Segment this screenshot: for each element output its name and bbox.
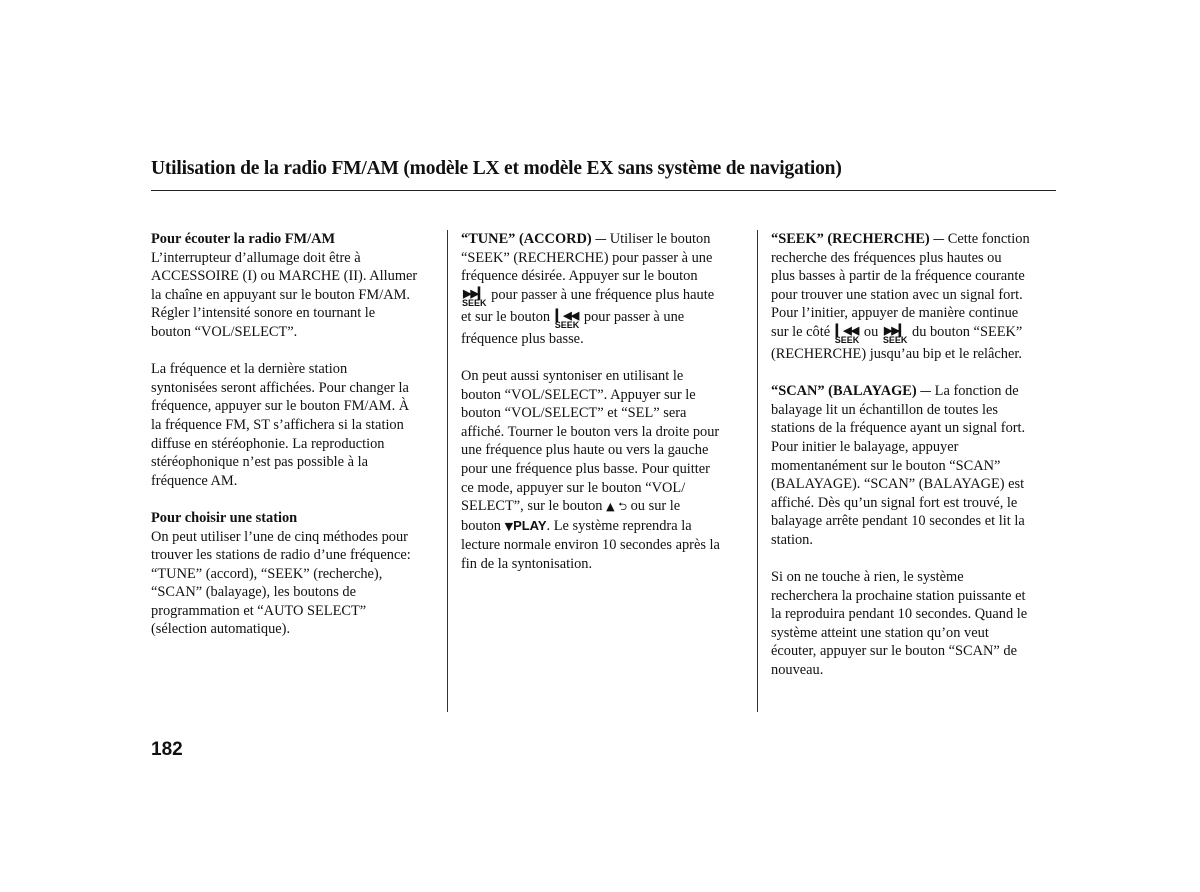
heading-choose-station: Pour choisir une station (151, 509, 298, 526)
text-line: pour passer à une (583, 308, 685, 325)
em-dash: — (932, 232, 945, 246)
text-line: “SEEK” (RECHERCHE) pour passer à une (461, 249, 713, 266)
text-line: la fréquence FM, ST s’affichera si la station (151, 416, 404, 433)
paragraph-tune (461, 230, 753, 348)
text-line: bouton (461, 517, 501, 534)
paragraph-seek (771, 230, 1063, 364)
text-line: Pour l’initier, appuyer de manière continue (771, 305, 1019, 322)
text-line: “SCAN” (balayage), les boutons de (151, 584, 357, 601)
text-line: du bouton “SEEK” (912, 323, 1023, 340)
text-line: pour une fréquence plus basse. Pour quitter (461, 460, 710, 477)
column-listening (151, 230, 443, 639)
seek-down-icon: ▎◀◀ SEEK (834, 324, 860, 345)
text-line: bouton “VOL/SELECT”. Appuyer sur le (461, 386, 696, 403)
up-arrow-icon: ▲ (606, 500, 615, 514)
text-line: ce mode, appuyer sur le bouton “VOL/ (461, 479, 686, 496)
text-line: momentanément sur le bouton “SCAN” (771, 457, 1001, 474)
text-line: stéréophonique n’est pas possible à la (151, 454, 369, 471)
text-line: fréquence, appuyer sur le bouton FM/AM. À (151, 398, 410, 415)
text-line: . Le système reprendra la (546, 517, 692, 534)
text-line: affiché. Tourner le bouton vers la droite pour (461, 423, 720, 440)
title-rule (151, 190, 1056, 191)
text-line: (BALAYAGE). “SCAN” (BALAYAGE) est (771, 476, 1025, 493)
page-title: Utilisation de la radio FM/AM (modèle LX et modèle EX sans système de navigation) (151, 158, 842, 179)
column-tune (461, 230, 753, 574)
text-line: diffuse en stéréophonie. La reproduction (151, 435, 385, 452)
text-line: la reproduira pendant 10 secondes. Quand le (771, 606, 1028, 623)
text-line: nouveau. (771, 662, 824, 679)
heading-listen-radio: Pour écouter la radio FM/AM (151, 231, 336, 247)
text-line: bouton “VOL/SELECT” et “SEL” sera (461, 405, 687, 422)
text-line: L’interrupteur d’allumage doit être à (151, 249, 361, 266)
text-line: “TUNE” (accord), “SEEK” (recherche), (151, 565, 383, 582)
column-seek-scan (771, 230, 1063, 680)
paragraph-five-methods (151, 528, 443, 640)
text-line: trouver les stations de radio d’une fréquence: (151, 547, 411, 564)
em-dash: — (919, 384, 932, 399)
paragraph-vol-select (461, 367, 753, 574)
text-line: fin de la syntonisation. (461, 555, 593, 572)
down-arrow-icon: ▼ (504, 519, 514, 533)
text-line: et sur le bouton (461, 308, 551, 325)
text-line: stations de la fréquence ayant un signal fort. (771, 420, 1026, 437)
text-line: ou sur le (630, 498, 681, 515)
text-line: balayage arrête pendant 10 secondes et lit la (771, 513, 1025, 530)
text-line: (RECHERCHE) jusqu’au bip et le relâcher. (771, 345, 1022, 362)
text-line: pour trouver une station avec un signal fort. (771, 286, 1023, 303)
em-dash: — (594, 232, 607, 246)
paragraph-ignition (151, 249, 443, 342)
text-line: Régler l’intensité sonore en tournant le (151, 305, 376, 322)
text-line: La fonction de (934, 383, 1019, 400)
text-line: sur le côté (771, 323, 831, 340)
heading-tune: “TUNE” (ACCORD) (461, 231, 592, 247)
page-number: 182 (151, 739, 183, 760)
text-line: La fréquence et la dernière station (151, 361, 348, 378)
heading-seek: “SEEK” (RECHERCHE) (771, 231, 930, 247)
paragraph-frequency-display (151, 360, 443, 490)
text-line: lecture normale environ 10 secondes après la (461, 537, 720, 554)
text-line: programmation et “AUTO SELECT” (151, 602, 367, 619)
play-icon: PLAY (513, 517, 547, 533)
text-line: On peut utiliser l’une de cinq méthodes pour (151, 528, 408, 545)
text-line: écouter, appuyer sur le bouton “SCAN” de (771, 643, 1017, 660)
text-line: recherchera la prochaine station puissante et (771, 587, 1026, 604)
column-divider-2 (757, 230, 758, 712)
text-line: syntonisées seront affichées. Pour changer la (151, 379, 409, 396)
text-line: SELECT”, sur le bouton (461, 498, 603, 515)
text-line: bouton “VOL/SELECT”. (151, 323, 298, 340)
text-line: recherche des fréquences plus hautes ou (771, 249, 1002, 266)
paragraph-scan-repeat (771, 568, 1063, 680)
text-line: ACCESSOIRE (I) ou MARCHE (II). Allumer (151, 268, 418, 285)
seek-down-icon: ▎◀◀ SEEK (554, 309, 580, 330)
seek-up-icon: ▶▶▎ SEEK (462, 287, 487, 308)
text-line: (sélection automatique). (151, 621, 291, 638)
text-line: fréquence AM. (151, 472, 238, 489)
text-line: Utiliser le bouton (609, 231, 711, 247)
text-line: fréquence plus basse. (461, 330, 584, 347)
text-line: la chaîne en appuyant sur le bouton FM/AM. (151, 286, 410, 303)
text-line: plus basses à partir de la fréquence courante (771, 268, 1025, 285)
text-line: affiché. Dès qu’un signal fort est trouvé, le (771, 494, 1018, 511)
column-divider-1 (447, 230, 448, 712)
text-line: Pour initier le balayage, appuyer (771, 438, 959, 455)
heading-scan: “SCAN” (BALAYAGE) (771, 383, 917, 400)
text-line: On peut aussi syntoniser en utilisant le (461, 367, 684, 384)
text-line: Si on ne touche à rien, le système (771, 569, 964, 586)
text-line: fréquence désirée. Appuyer sur le bouton (461, 268, 698, 285)
text-line: station. (771, 531, 813, 548)
text-line: Cette fonction (947, 231, 1030, 247)
text-line: une fréquence plus haute ou vers la gauche (461, 442, 709, 459)
paragraph-scan (771, 382, 1063, 549)
text-line: système atteint une station qu’on veut (771, 624, 989, 641)
text-line: balayage lit un échantillon de toutes les (771, 401, 998, 418)
text-line: ou (863, 323, 879, 340)
return-icon: ⮌ (618, 500, 627, 514)
seek-up-icon: ▶▶▎ SEEK (882, 324, 908, 345)
text-line: pour passer à une fréquence plus haute (491, 286, 715, 303)
